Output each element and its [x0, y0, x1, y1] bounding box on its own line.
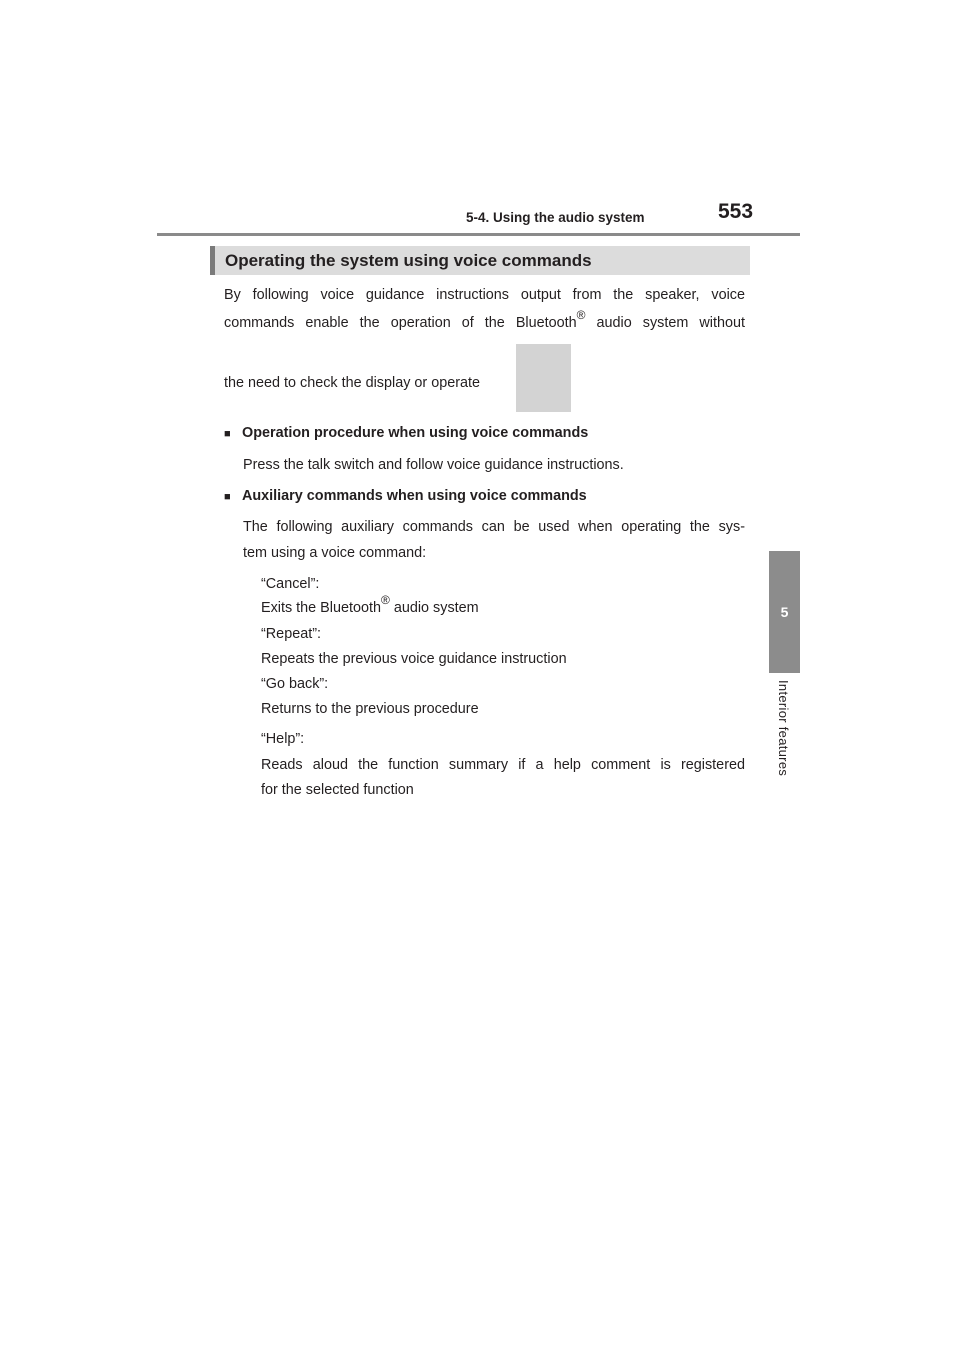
- command-name: “Go back”:: [261, 676, 329, 692]
- talk-switch-image: [516, 344, 571, 412]
- chapter-tab: [769, 551, 800, 673]
- command-description-line-1: Reads aloud the function summary if a help comment is registered: [261, 757, 745, 773]
- command-name: “Repeat”:: [261, 626, 321, 642]
- registered-mark: ®: [381, 593, 390, 608]
- subsection-text: Press the talk switch and follow voice guidance instructions.: [243, 457, 624, 473]
- intro-line-1: By following voice guidance instructions output from the speaker, voice: [224, 287, 745, 303]
- command-name: “Cancel”:: [261, 576, 320, 592]
- section-header: 5-4. Using the audio system: [466, 210, 645, 225]
- registered-mark: ®: [576, 308, 586, 323]
- intro-line-2-end: audio system without: [585, 315, 745, 331]
- command-description: [261, 593, 745, 618]
- intro-line-3: [224, 373, 745, 393]
- command-name: “Help”:: [261, 731, 305, 747]
- subsection-text-line-2: tem using a voice command:: [243, 545, 427, 561]
- command-description-line-2: for the selected function: [261, 782, 414, 798]
- page-number: 553: [718, 200, 754, 223]
- command-description: Returns to the previous procedure: [261, 701, 479, 717]
- command-desc-end: audio system: [389, 600, 479, 616]
- chapter-number: 5: [780, 604, 789, 620]
- section-heading: Operating the system using voice commands: [210, 246, 750, 275]
- intro-line-2: [224, 308, 745, 333]
- intro-line-3-text: the need to check the display or operate: [224, 375, 481, 391]
- chapter-title: Interior features: [776, 680, 791, 777]
- subsection-title: Auxiliary commands when using voice commands: [242, 488, 587, 504]
- intro-line-2-start: commands enable the operation of the Bluetooth: [224, 315, 577, 331]
- subsection-heading: [224, 486, 587, 507]
- command-description: Repeats the previous voice guidance instruction: [261, 651, 567, 667]
- command-desc-start: Exits the Bluetooth: [261, 600, 381, 616]
- square-bullet-icon: ■: [224, 491, 231, 503]
- subsection-text-line-1: The following auxiliary commands can be used when operating the sys-: [243, 519, 745, 535]
- subsection-title: Operation procedure when using voice commands: [242, 425, 589, 441]
- subsection-heading: [224, 423, 588, 444]
- header-rule: [157, 233, 800, 236]
- square-bullet-icon: ■: [224, 428, 231, 440]
